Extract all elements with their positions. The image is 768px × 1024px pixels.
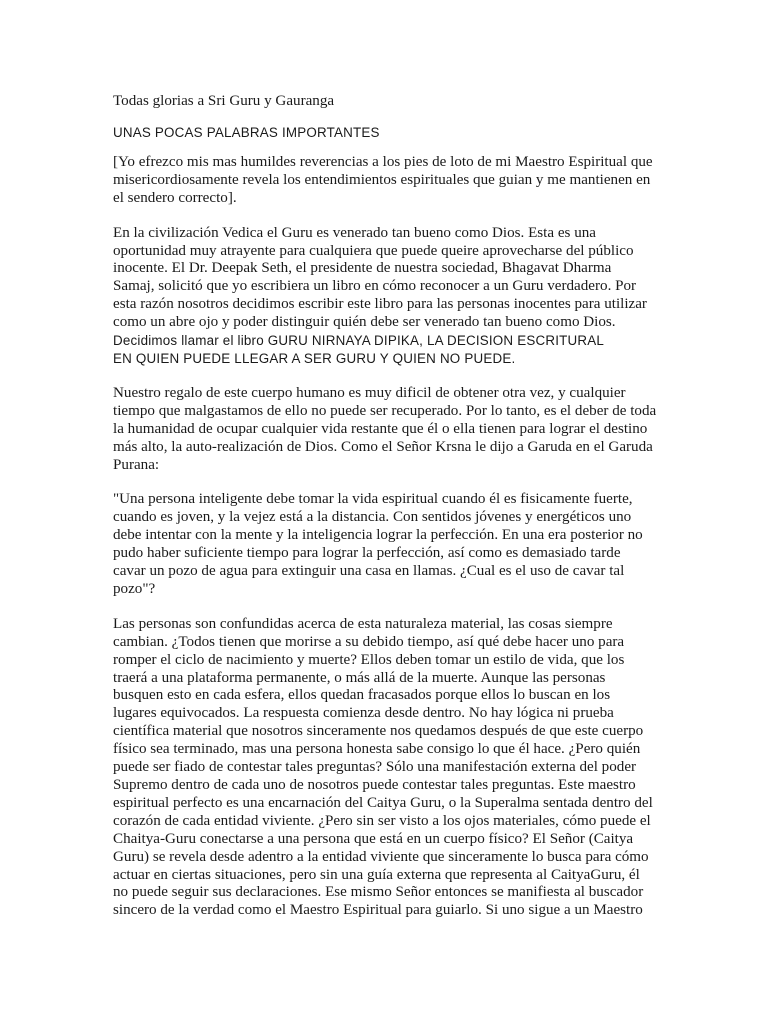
paragraph-line: oportunidad muy atrayente para cualquiera que puede queire aprovecharse del público <box>113 242 634 259</box>
paragraph-line: cuando es joven, y la vejez está a la distancia. Con sentidos jóvenes y energéticos uno <box>113 509 632 526</box>
paragraph-line: misericordiosamente revela los entendimientos espirituales que guian y me mantienen en <box>113 171 651 188</box>
paragraph-line: pudo haber suficiente tiempo para lograr la perfección, así como es demasiado tarde <box>113 545 621 562</box>
paragraph-line: [Yo efrezco mis mas humildes reverencias a los pies de loto de mi Maestro Espiritual que <box>113 153 653 170</box>
paragraph-line: Decidimos llamar el libro GURU NIRNAYA DIPIKA, LA DECISION ESCRITURAL <box>113 333 605 349</box>
paragraph-quote <box>113 491 668 598</box>
paragraph-line: el sendero correcto]. <box>113 189 237 206</box>
paragraph-line: cambian. ¿Todos tienen que morirse a su debido tiempo, así qué debe hacer uno para <box>113 633 625 650</box>
paragraph-line: busquen esto en cada esfera, ellos quedan fracasados porque ellos lo buscan en los <box>113 687 611 704</box>
paragraph-line: romper el ciclo de nacimiento y muerte? Ellos deben tomar un estilo de vida, que los <box>113 651 625 668</box>
paragraph-line: espiritual perfecto es una encarnación del Caitya Guru, o la Superalma sentada dentro del <box>113 794 653 811</box>
paragraph-line: científica material que nosotros sinceramente nos quedamos después de que este cuerpo <box>113 723 644 740</box>
paragraph-line: Purana: <box>113 456 160 473</box>
paragraph-civilizacion <box>113 225 668 368</box>
paragraph-regalo <box>113 385 668 475</box>
paragraph-line: debe intentar con la mente y la inteligencia lograr la perfección. En una era posterior no <box>113 527 643 544</box>
paragraph-line: Guru) se revela desde adentro a la entidad viviente que sinceramente lo busca para cómo <box>113 848 649 865</box>
paragraph-line: actuar en ciertas situaciones, pero sin una guía externa que representa al CaityaGuru, él <box>113 866 640 883</box>
paragraph-line: EN QUIEN PUEDE LLEGAR A SER GURU Y QUIEN NO PUEDE. <box>113 350 516 366</box>
paragraph-line: En la civilización Vedica el Guru es venerado tan bueno como Dios. Esta es una <box>113 224 596 241</box>
paragraph-line: Las personas son confundidas acerca de esta naturaleza material, las cosas siempre <box>113 615 613 632</box>
dedication-text: Todas glorias a Sri Guru y Gauranga <box>113 93 335 109</box>
paragraph-line: Chaitya-Guru conectarse a una persona que está en un cuerpo físico? El Señor (Caitya <box>113 830 634 847</box>
paragraph-line: puede ser fiado de contestar tales preguntas? Sólo una manifestación externa del poder <box>113 759 637 776</box>
paragraph-line: físico sea terminado, mas una persona honesta sabe consigo lo que él hace. ¿Pero quién <box>113 741 641 758</box>
paragraph-line: tiempo que malgastamos de ello no puede ser recuperado. Por lo tanto, es el deber de toda <box>113 402 657 419</box>
paragraph-line: como un abre ojo y poder distinguir quién debe ser venerado tan bueno como Dios. <box>113 314 616 331</box>
paragraph-line: Nuestro regalo de este cuerpo humano es muy dificil de obtener otra vez, y cualquier <box>113 384 626 401</box>
paragraph-line: corazón de cada entidad viviente. ¿Pero sin ser visto a los ojos materiales, cómo puede el <box>113 812 651 829</box>
paragraph-line: "Una persona inteligente debe tomar la vida espiritual cuando él es fisicamente fuerte, <box>113 491 633 508</box>
paragraph-line: pozo"? <box>113 580 156 597</box>
paragraph-line: cavar un pozo de agua para extinguir una casa en llamas. ¿Cual es el uso de cavar tal <box>113 563 625 580</box>
dedication-line <box>113 93 668 111</box>
paragraph-line: lugares equivocados. La respuesta comienza desde dentro. No hay lógica ni prueba <box>113 705 614 722</box>
section-heading <box>113 124 668 142</box>
paragraph-intro <box>113 154 668 208</box>
paragraph-personas <box>113 616 668 920</box>
paragraph-line: sincero de la verdad como el Maestro Espiritual para guiarlo. Si uno sigue a un Maestro <box>113 902 643 919</box>
paragraph-line: esta razón nosotros decidimos escribir este libro para las personas inocentes para utilizar <box>113 296 647 313</box>
paragraph-line: inocente. El Dr. Deepak Seth, el presidente de nuestra sociedad, Bhagavat Dharma <box>113 260 612 277</box>
paragraph-line: Samaj, solicitó que yo escribiera un libro en cómo reconocer a un Guru verdadero. Por <box>113 278 637 295</box>
paragraph-line: traerá a una plataforma permanente, o más allá de la muerte. Aunque las personas <box>113 669 606 686</box>
paragraph-line: Supremo dentro de cada uno de nosotros puede contestar tales preguntas. Este maestro <box>113 777 636 793</box>
paragraph-line: no puede seguir sus declaraciones. Ese mismo Señor entonces se manifiesta al buscador <box>113 884 644 901</box>
section-heading-text: UNAS POCAS PALABRAS IMPORTANTES <box>113 124 380 140</box>
paragraph-line: más alto, la auto-realización de Dios. Como el Señor Krsna le dijo a Garuda en el Garuda <box>113 438 653 455</box>
paragraph-line: la humanidad de ocupar cualquier vida restante que él o ella tienen para lograr el destino <box>113 420 648 437</box>
